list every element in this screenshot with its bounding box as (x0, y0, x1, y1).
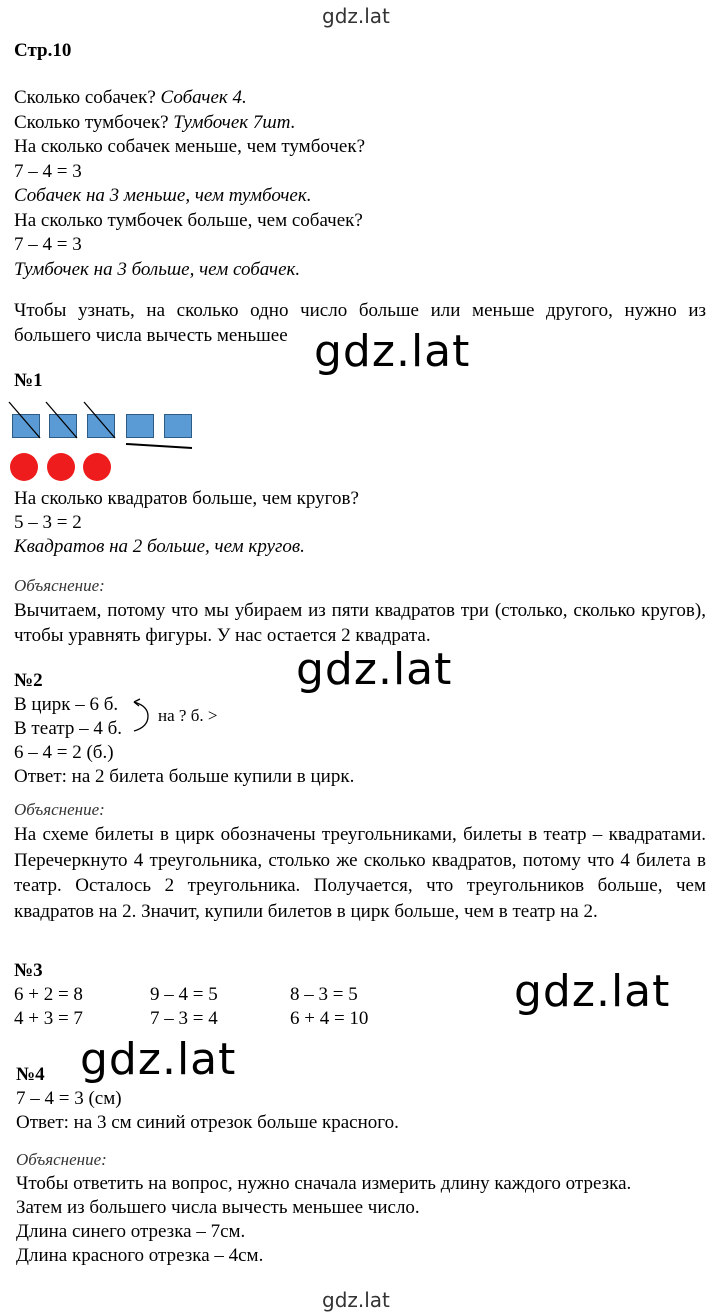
circle-shape (83, 453, 111, 481)
circle-shape (10, 453, 38, 481)
intro-line: На сколько собачек меньше, чем тумбочек? (14, 136, 366, 157)
explanation-line: Чтобы ответить на вопрос, нужно сначала измерить длину каждого отрезка. (16, 1173, 632, 1194)
task4-title: №4 (16, 1064, 45, 1085)
task2-equation: 6 – 4 = 2 (б.) (14, 742, 114, 763)
intro-line: 7 – 4 = 3 (14, 234, 82, 255)
bracket-arrow-icon (130, 696, 160, 738)
rule-text: Чтобы узнать, на сколько одно число больше или меньше другого, нужно из большего числа вычесть меньшее (14, 300, 706, 346)
explanation-line: Длина красного отрезка – 4см. (16, 1245, 264, 1266)
task2-line1: В цирк – 6 б. (14, 694, 119, 715)
task3-cell: 8 – 3 = 5 (290, 984, 358, 1005)
intro-block (14, 86, 365, 282)
watermark: gdz.lat (296, 644, 453, 695)
intro-line: Сколько собачек? Собачек 4. (14, 87, 247, 108)
task3-cell: 7 – 3 = 4 (150, 1008, 218, 1029)
page-title: Стр.10 (14, 40, 72, 61)
task1-explanation: Вычитаем, потому что мы убираем из пяти квадратов три (столько, сколько кругов), чтобы уравнять фигуры. У нас остается 2 квадрата. (14, 600, 706, 646)
intro-line: На сколько тумбочек больше, чем собачек? (14, 209, 363, 231)
intro-line: 7 – 4 = 3 (14, 160, 82, 182)
intro-line: Тумбочек на 3 больше, чем собачек. (14, 258, 301, 280)
task1-title: №1 (14, 370, 43, 391)
task2-explanation: На схеме билеты в цирк обозначены треугольниками, билеты в театр – квадратами. Перечеркнуто 4 треугольника, столько же сколько квадратов, потому что 4 билета в театр. Осталось 2 треугольника. Получается, что треугольников больше, чем квадратов на 2. Значит, купили билетов в цирк больше, чем в театр на 2. (14, 824, 706, 922)
task1-explanation-label: Объяснение: (14, 576, 105, 595)
task2-line2: В театр – 4 б. (14, 718, 123, 739)
circle-shape (47, 453, 75, 481)
task3-cell: 4 + 3 = 7 (14, 1008, 83, 1029)
task1-question: На сколько квадратов больше, чем кругов? (14, 488, 359, 509)
explanation-line: Длина синего отрезка – 7см. (16, 1221, 246, 1242)
intro-line: Собачек на 3 меньше, чем тумбочек. (14, 185, 312, 206)
task4-equation: 7 – 4 = 3 (см) (16, 1088, 122, 1109)
watermark: gdz.lat (80, 1034, 237, 1085)
intro-line: Сколько тумбочек? Тумбочек 7шт. (14, 111, 296, 133)
explanation-line: Затем из большего числа вычесть меньшее число. (16, 1197, 420, 1218)
task3-cell: 9 – 4 = 5 (150, 984, 218, 1005)
task1-figure (0, 396, 220, 486)
task2-comparison: на ? б. > (158, 706, 218, 725)
site-header: gdz.lat (322, 4, 390, 28)
task3-title: №3 (14, 960, 43, 981)
site-footer: gdz.lat (322, 1288, 390, 1312)
task4-answer: Ответ: на 3 см синий отрезок больше красного. (16, 1112, 399, 1133)
task2-explanation-label: Объяснение: (14, 800, 105, 819)
task4-explanation-label: Объяснение: (16, 1150, 107, 1169)
task3-cell: 6 + 4 = 10 (290, 1008, 369, 1029)
task1-equation: 5 – 3 = 2 (14, 512, 82, 533)
task4-explanation (16, 1172, 631, 1268)
watermark: gdz.lat (514, 966, 671, 1017)
task3-cell: 6 + 2 = 8 (14, 984, 83, 1005)
task2-title: №2 (14, 670, 43, 691)
task2-answer: Ответ: на 2 билета больше купили в цирк. (14, 766, 355, 787)
watermark: gdz.lat (314, 326, 471, 377)
task1-answer: Квадратов на 2 больше, чем кругов. (14, 536, 305, 557)
